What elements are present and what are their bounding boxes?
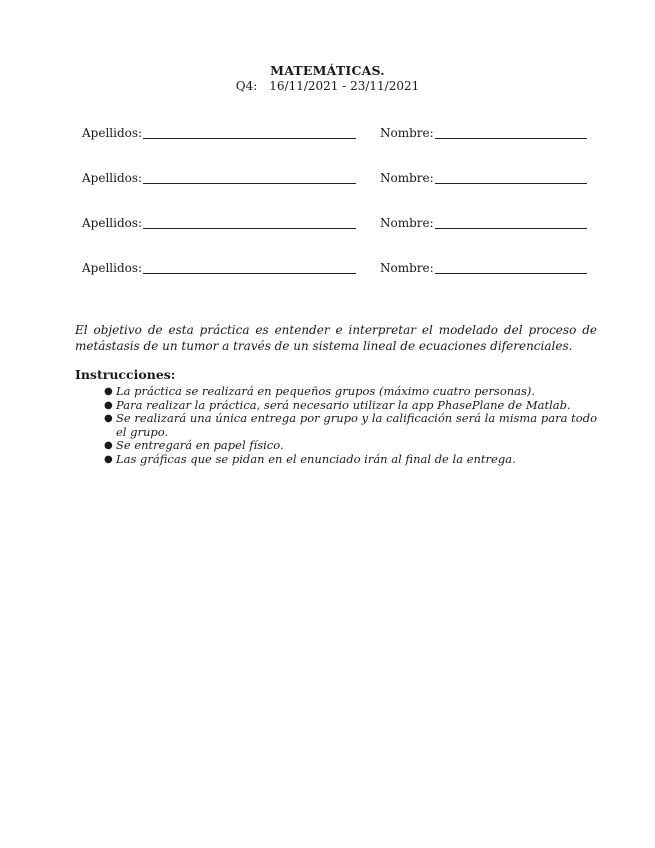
surname-field[interactable] xyxy=(82,261,356,275)
name-label: Nombre: xyxy=(380,126,434,140)
bullet-icon: ● xyxy=(104,453,113,465)
surname-field[interactable] xyxy=(82,126,356,140)
surname-label: Apellidos: xyxy=(82,126,143,140)
name-blank-line[interactable] xyxy=(435,171,587,184)
name-label: Nombre: xyxy=(380,171,434,185)
student-row xyxy=(82,126,582,171)
document-title: MATEMÁTICAS. xyxy=(270,63,385,78)
name-blank-line[interactable] xyxy=(435,126,587,139)
instructions-heading: Instrucciones: xyxy=(75,367,176,382)
surname-field[interactable] xyxy=(82,171,356,185)
name-field[interactable] xyxy=(380,126,587,140)
name-label: Nombre: xyxy=(380,261,434,275)
list-item xyxy=(104,385,597,399)
bullet-icon: ● xyxy=(104,386,113,397)
document-subtitle xyxy=(0,79,655,93)
surname-label: Apellidos: xyxy=(82,261,143,275)
student-form xyxy=(82,126,582,306)
surname-field[interactable] xyxy=(82,216,356,230)
list-item-text: Las gráficas que se pidan en el enunciado irán al final de la entrega. xyxy=(116,451,516,466)
surname-blank-line[interactable] xyxy=(143,126,356,139)
intro-paragraph: El objetivo de esta práctica es entender e interpretar el modelado del proceso de metástasis de un tumor a través de un sistema lineal de ecuaciones diferenciales. xyxy=(75,323,597,353)
name-field[interactable] xyxy=(380,171,587,185)
surname-blank-line[interactable] xyxy=(143,171,356,184)
bullet-icon: ● xyxy=(104,399,113,411)
quiz-dates: 16/11/2021 - 23/11/2021 xyxy=(269,79,420,93)
quiz-label: Q4: xyxy=(235,79,258,93)
surname-blank-line[interactable] xyxy=(143,216,356,229)
list-item-text: Se entregará en papel físico. xyxy=(116,438,284,452)
student-row xyxy=(82,261,582,306)
student-row xyxy=(82,171,582,216)
list-item xyxy=(104,412,597,439)
bullet-icon: ● xyxy=(104,413,113,424)
name-blank-line[interactable] xyxy=(435,261,587,274)
surname-label: Apellidos: xyxy=(82,171,143,185)
surname-blank-line[interactable] xyxy=(143,261,356,274)
list-item xyxy=(104,439,597,453)
surname-label: Apellidos: xyxy=(82,216,143,230)
list-item-text: Para realizar la práctica, será necesario utilizar la app PhasePlane de Matlab. xyxy=(116,397,571,412)
list-item xyxy=(104,453,597,467)
name-label: Nombre: xyxy=(380,216,434,230)
list-item-text: La práctica se realizará en pequeños grupos (máximo cuatro personas). xyxy=(116,384,536,398)
student-row xyxy=(82,216,582,261)
name-field[interactable] xyxy=(380,216,587,230)
name-blank-line[interactable] xyxy=(435,216,587,229)
bullet-icon: ● xyxy=(104,440,113,451)
list-item-text: Se realizará una única entrega por grupo y la calificación será la misma para todo el grupo. xyxy=(116,411,597,439)
document-header xyxy=(0,64,655,93)
name-field[interactable] xyxy=(380,261,587,275)
instructions-list xyxy=(104,385,597,466)
list-item xyxy=(104,399,597,413)
